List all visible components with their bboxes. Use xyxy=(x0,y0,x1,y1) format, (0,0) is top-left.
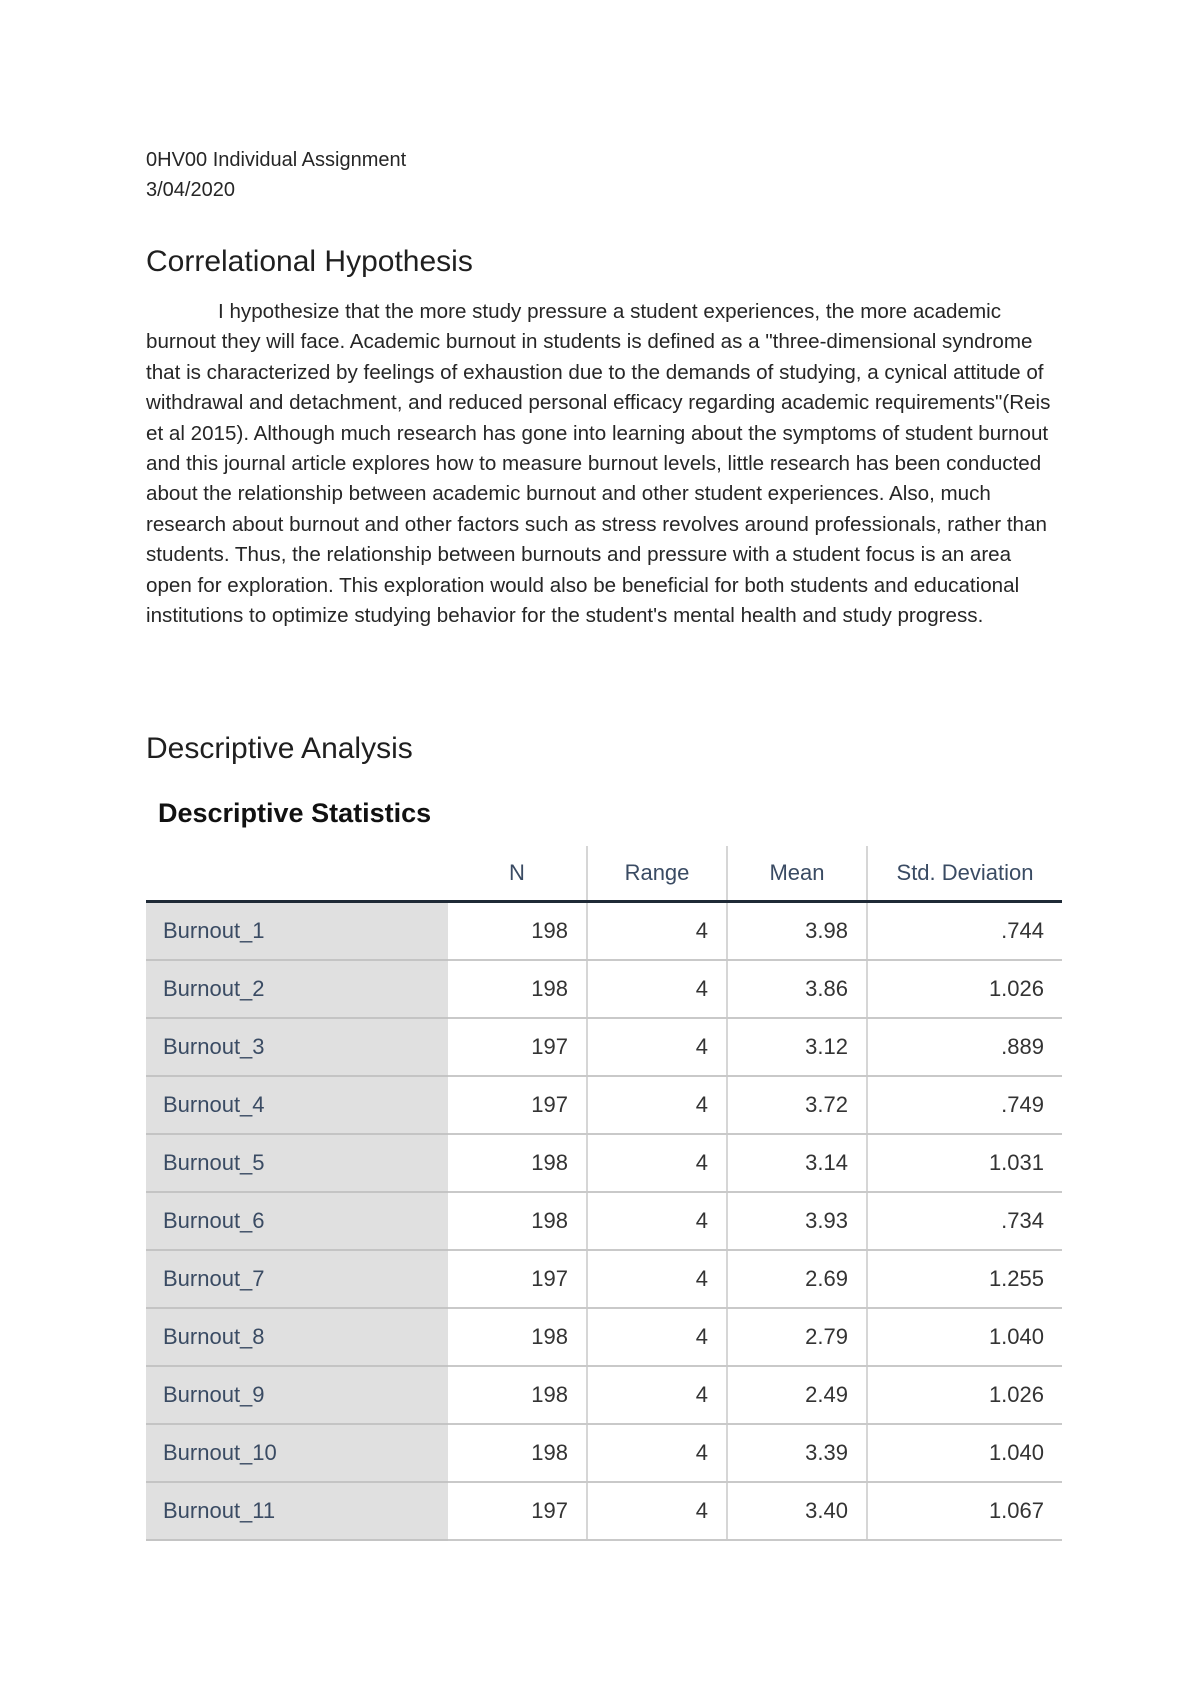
column-header-label xyxy=(146,846,448,902)
row-label: Burnout_2 xyxy=(146,960,448,1018)
row-label: Burnout_10 xyxy=(146,1424,448,1482)
table-row xyxy=(146,1482,1062,1540)
cell-n: 198 xyxy=(448,1366,587,1424)
table-row xyxy=(146,902,1062,961)
cell-std-deviation: 1.040 xyxy=(867,1424,1062,1482)
cell-std-deviation: .744 xyxy=(867,902,1062,961)
table-row xyxy=(146,1192,1062,1250)
table-header-row xyxy=(146,846,1062,902)
cell-mean: 2.49 xyxy=(727,1366,867,1424)
row-label: Burnout_7 xyxy=(146,1250,448,1308)
column-header-std-deviation: Std. Deviation xyxy=(867,846,1062,902)
cell-range: 4 xyxy=(587,960,727,1018)
cell-std-deviation: 1.067 xyxy=(867,1482,1062,1540)
cell-range: 4 xyxy=(587,1192,727,1250)
cell-std-deviation: .749 xyxy=(867,1076,1062,1134)
column-header-n: N xyxy=(448,846,587,902)
cell-std-deviation: 1.026 xyxy=(867,960,1062,1018)
cell-n: 197 xyxy=(448,1482,587,1540)
cell-n: 198 xyxy=(448,902,587,961)
table-row xyxy=(146,1134,1062,1192)
heading-correlational-hypothesis: Correlational Hypothesis xyxy=(146,245,473,278)
row-label: Burnout_5 xyxy=(146,1134,448,1192)
cell-mean: 3.93 xyxy=(727,1192,867,1250)
table-row xyxy=(146,1250,1062,1308)
cell-range: 4 xyxy=(587,1250,727,1308)
cell-range: 4 xyxy=(587,902,727,961)
cell-range: 4 xyxy=(587,1424,727,1482)
cell-mean: 3.98 xyxy=(727,902,867,961)
cell-range: 4 xyxy=(587,1018,727,1076)
cell-n: 198 xyxy=(448,1308,587,1366)
table-row xyxy=(146,1424,1062,1482)
row-label: Burnout_3 xyxy=(146,1018,448,1076)
document-header xyxy=(146,145,406,205)
cell-mean: 2.69 xyxy=(727,1250,867,1308)
row-label: Burnout_1 xyxy=(146,902,448,961)
cell-n: 197 xyxy=(448,1250,587,1308)
table-row xyxy=(146,1018,1062,1076)
row-label: Burnout_11 xyxy=(146,1482,448,1540)
cell-std-deviation: .889 xyxy=(867,1018,1062,1076)
table-body xyxy=(146,902,1062,1541)
cell-mean: 3.14 xyxy=(727,1134,867,1192)
cell-std-deviation: 1.026 xyxy=(867,1366,1062,1424)
table-row xyxy=(146,1366,1062,1424)
cell-mean: 3.12 xyxy=(727,1018,867,1076)
cell-std-deviation: 1.255 xyxy=(867,1250,1062,1308)
row-label: Burnout_8 xyxy=(146,1308,448,1366)
column-header-mean: Mean xyxy=(727,846,867,902)
row-label: Burnout_6 xyxy=(146,1192,448,1250)
table-row xyxy=(146,960,1062,1018)
cell-std-deviation: .734 xyxy=(867,1192,1062,1250)
cell-range: 4 xyxy=(587,1308,727,1366)
cell-range: 4 xyxy=(587,1482,727,1540)
table-row xyxy=(146,1308,1062,1366)
cell-range: 4 xyxy=(587,1366,727,1424)
cell-n: 197 xyxy=(448,1076,587,1134)
cell-range: 4 xyxy=(587,1076,727,1134)
cell-mean: 2.79 xyxy=(727,1308,867,1366)
cell-std-deviation: 1.040 xyxy=(867,1308,1062,1366)
column-header-range: Range xyxy=(587,846,727,902)
cell-range: 4 xyxy=(587,1134,727,1192)
course-title: 0HV00 Individual Assignment xyxy=(146,149,407,171)
cell-n: 198 xyxy=(448,1192,587,1250)
table-row xyxy=(146,1076,1062,1134)
cell-n: 198 xyxy=(448,1134,587,1192)
heading-descriptive-analysis: Descriptive Analysis xyxy=(146,732,413,765)
cell-n: 198 xyxy=(448,1424,587,1482)
document-date: 3/04/2020 xyxy=(146,179,235,201)
row-label: Burnout_9 xyxy=(146,1366,448,1424)
cell-n: 197 xyxy=(448,1018,587,1076)
hypothesis-paragraph: I hypothesize that the more study pressure a student experiences, the more academic burnout they will face. Academic burnout in students is defined as a "three-dimensional syndrome that is characterized by feelings of exhaustion due to the demands of studying, a cynical attitude of withdrawal and detachment, and reduced personal efficacy regarding academic requirements"(Reis et al 2015). Although much research has gone into learning about the symptoms of student burnout and this journal article explores how to measure burnout levels, little research has been conducted about the relationship between academic burnout and other student experiences. Also, much research about burnout and other factors such as stress revolves around professionals, rather than students. Thus, the relationship between burnouts and pressure with a student focus is an area open for exploration. This exploration would also be beneficial for both students and educational institutions to optimize studying behavior for the student's mental health and study progress. xyxy=(146,300,1051,628)
cell-std-deviation: 1.031 xyxy=(867,1134,1062,1192)
row-label: Burnout_4 xyxy=(146,1076,448,1134)
cell-mean: 3.40 xyxy=(727,1482,867,1540)
cell-mean: 3.86 xyxy=(727,960,867,1018)
descriptive-statistics-table xyxy=(146,846,1062,1541)
cell-n: 198 xyxy=(448,960,587,1018)
cell-mean: 3.39 xyxy=(727,1424,867,1482)
table-caption: Descriptive Statistics xyxy=(158,798,432,828)
cell-mean: 3.72 xyxy=(727,1076,867,1134)
